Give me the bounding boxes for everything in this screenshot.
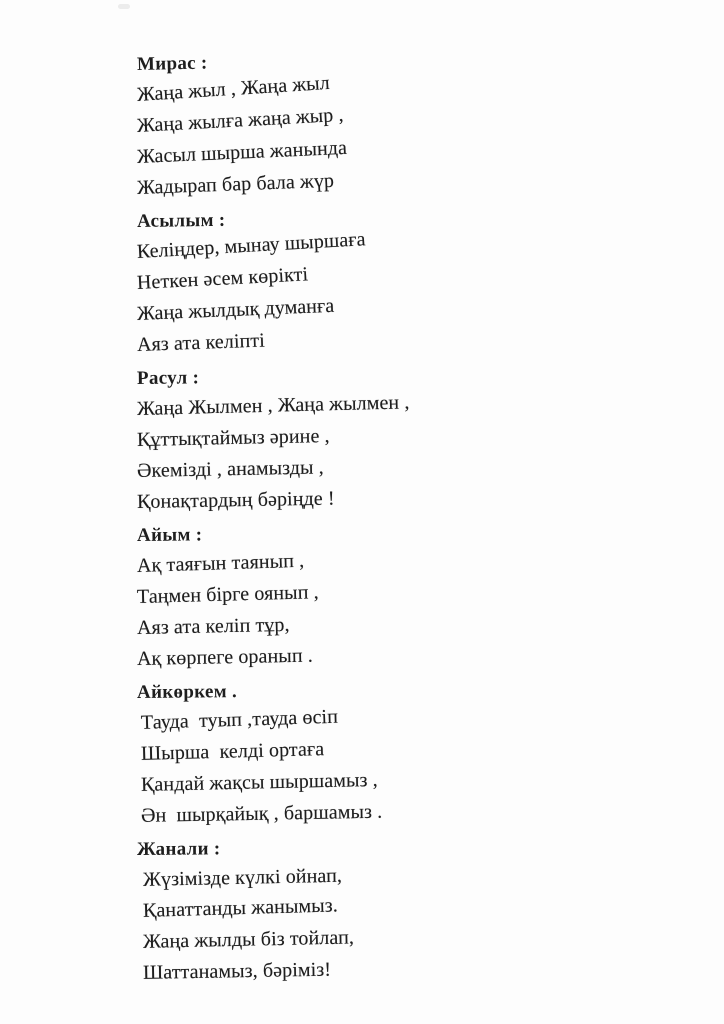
poem-line: Ақ көрпеге оранып .	[136, 644, 314, 670]
poem-line: Қонақтардың бәріңде !	[136, 487, 335, 513]
poem-line: Жаңа жыл , Жаңа жыл	[136, 71, 331, 106]
section-aiym	[137, 520, 567, 675]
poem-line: Тауда туып ,тауда өсіп	[140, 705, 339, 734]
speaker-heading: Айым :	[136, 524, 203, 546]
section-miras	[137, 49, 567, 204]
poem-line: Құттықтаймыз әрине ,	[136, 424, 330, 451]
poem-line: Қанаттанды жанымыз.	[142, 894, 339, 922]
section-zhanali	[137, 834, 567, 989]
poem-line: Жаңа Жылмен , Жаңа жылмен ,	[136, 391, 410, 420]
poem-line: Шаттанамыз, бәріміз!	[142, 958, 332, 984]
poem-line: Әкемізді , анамызды ,	[136, 456, 324, 482]
speaker-heading: Айкөркем .	[136, 681, 238, 703]
speaker-heading: Мирас :	[136, 52, 208, 75]
poem-line: Жаңа жылға жаңа жыр ,	[136, 103, 345, 137]
section-aikorkem	[137, 677, 567, 832]
poem-line: Аяз ата келіпті	[136, 329, 266, 356]
poem-line: Келіңдер, мынау шыршаға	[136, 228, 367, 263]
poem-line: Қандай жақсы шыршамыз ,	[140, 768, 378, 796]
section-rasul	[137, 363, 567, 518]
poem-line: Таңмен бірге оянып ,	[136, 581, 319, 608]
poem-line: Шырша келді ортаға	[140, 738, 325, 765]
poem-line: Жасыл шырша жанында	[136, 136, 348, 168]
script-text-block	[137, 49, 567, 989]
scan-smudge-artifact	[118, 4, 130, 9]
poem-line: Ән шырқайық , баршамыз .	[140, 800, 383, 827]
poem-line: Жаңа жылдық думанға	[136, 294, 335, 325]
speaker-heading: Расул :	[136, 367, 200, 389]
section-asylym	[137, 206, 567, 361]
poem-line: Неткен әсем көрікті	[136, 263, 309, 294]
speaker-heading: Асылым :	[136, 209, 226, 232]
speaker-heading: Жанали :	[136, 838, 221, 860]
poem-line: Аяз ата келіп тұр,	[136, 613, 290, 639]
poem-line: Ақ таяғын таянып ,	[136, 549, 305, 577]
poem-line: Жадырап бар бала жүр	[136, 169, 335, 199]
poem-line: Жүзімізде күлкі ойнап,	[142, 864, 343, 891]
poem-line: Жаңа жылды біз тойлап,	[142, 926, 355, 953]
